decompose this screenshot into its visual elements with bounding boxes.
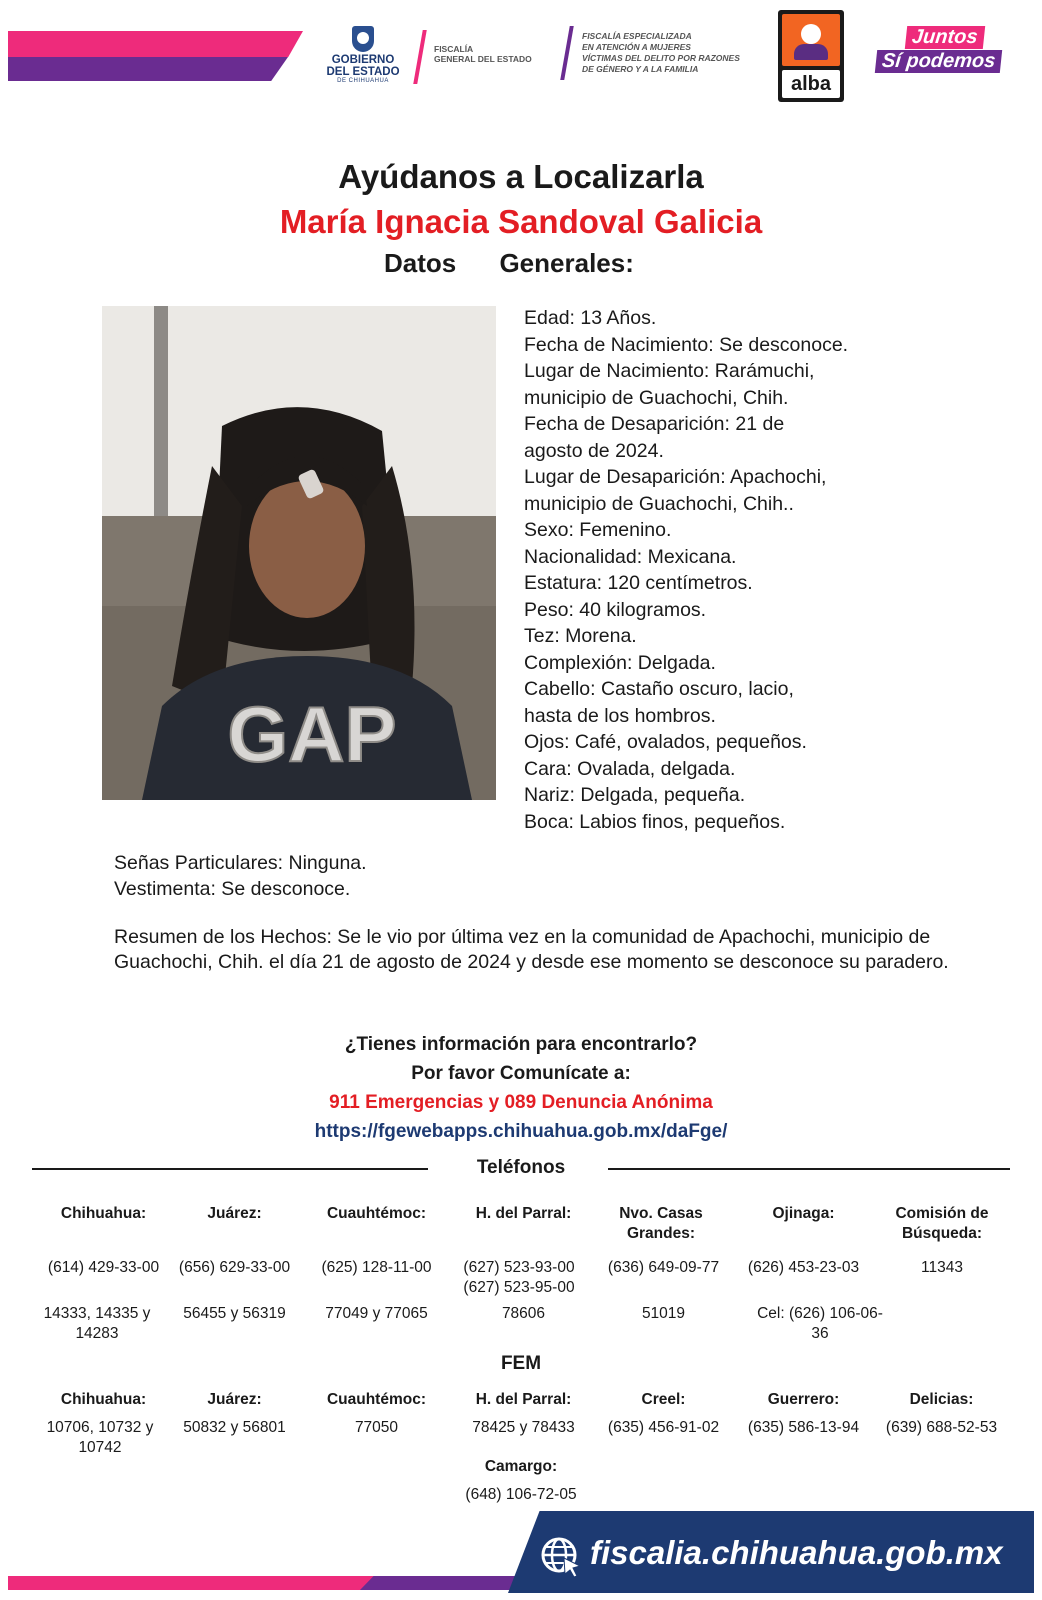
telefonos-title: Teléfonos: [476, 1157, 566, 1178]
detail-line: Cara: Ovalada, delgada.: [524, 757, 736, 780]
fem-title: FEM: [500, 1353, 542, 1374]
telefonos-cell: (614) 429-33-00: [47, 1259, 160, 1276]
fem-cell: (635) 456-91-02: [607, 1419, 720, 1436]
telefonos-header: Juárez:: [207, 1205, 262, 1222]
fem-cell: (639) 688-52-53: [885, 1419, 998, 1436]
fem-header: Chihuahua:: [60, 1391, 147, 1408]
detail-line: Cabello: Castaño oscuro, lacio,: [524, 678, 794, 700]
gobierno-logo: [318, 26, 408, 88]
telefonos-cell: 56455 y 56319: [183, 1305, 286, 1322]
detail-line: Lugar de Desaparición: Apachochi,: [524, 466, 827, 488]
telefonos-header: Ojinaga:: [772, 1205, 835, 1222]
contact-block: [0, 1030, 1042, 1146]
person-photo: [102, 306, 496, 800]
detail-line: Fecha de Desaparición: 21 de: [524, 413, 785, 435]
resumen-line: Guachochi, Chih. el día 21 de agosto de 2024 y desde ese momento se desconoce su paradero.: [114, 951, 949, 973]
telefonos-cell: 11343: [921, 1259, 963, 1276]
detail-line: hasta de los hombros.: [524, 704, 716, 727]
gobierno-line3: DE CHIHUAHUA: [337, 78, 389, 84]
detail-line: municipio de Guachochi, Chih.: [524, 386, 789, 409]
fem-header: Delicias:: [909, 1391, 974, 1408]
detail-line: Tez: Morena.: [524, 625, 637, 647]
telefonos-cell: (636) 649-09-77: [607, 1259, 720, 1276]
fem-line3: VÍCTIMAS DEL DELITO POR RAZONES: [582, 53, 740, 63]
person-name: María Ignacia Sandoval Galicia: [279, 203, 763, 240]
detail-line: Nariz: Delgada, pequeña.: [524, 784, 746, 806]
photo-shirt-text: GAP: [227, 690, 397, 778]
gobierno-line2: DEL ESTADO: [326, 66, 400, 78]
resumen-hechos: [114, 925, 1014, 975]
juntos-line1: Juntos: [905, 26, 985, 49]
header-stripe-purple: [8, 57, 288, 81]
detail-line: Nacionalidad: Mexicana.: [524, 545, 737, 568]
telefonos-cell: 77049 y 77065: [325, 1305, 428, 1322]
telefonos-cell: 14333, 14335 y 14283: [43, 1305, 151, 1342]
fem-header: Creel:: [641, 1391, 686, 1408]
fem-header: Guerrero:: [767, 1391, 840, 1408]
detail-line: Sexo: Femenino.: [524, 519, 672, 541]
telefonos-header: H. del Parral:: [475, 1205, 572, 1222]
detail-line: Ojos: Café, ovalados, pequeños.: [524, 731, 807, 753]
detail-line: agosto de 2024.: [524, 439, 664, 462]
juntos-logo: [876, 26, 1016, 73]
alba-figure-icon: [782, 14, 840, 66]
fiscalia-line2: GENERAL DEL ESTADO: [434, 54, 532, 64]
senas-particulares: Señas Particulares: Ninguna.: [114, 852, 367, 874]
alba-label: alba: [782, 70, 840, 98]
detail-line: municipio de Guachochi, Chih..: [524, 492, 794, 515]
header-stripe-pink: [8, 31, 303, 57]
fem-line4: DE GÉNERO Y A LA FAMILIA: [582, 64, 699, 74]
fem-cell: (635) 586-13-94: [747, 1419, 860, 1436]
telefonos-cell: (656) 629-33-00: [178, 1259, 291, 1276]
detail-line: Complexión: Delgada.: [524, 651, 716, 674]
telefonos-cell: 51019: [641, 1305, 686, 1322]
fiscalia-logo: [434, 44, 532, 64]
vestimenta: Vestimenta: Se desconoce.: [114, 878, 351, 900]
fem-cell: 10706, 10732 y 10742: [46, 1419, 154, 1456]
protocolo-alba-logo: [778, 10, 844, 102]
detail-line: Peso: 40 kilogramos.: [524, 598, 707, 621]
telefonos-cell: (627) 523-93-00 (627) 523-95-00: [463, 1259, 575, 1296]
camargo-header: Camargo:: [484, 1458, 558, 1475]
fem-cell: 78425 y 78433: [472, 1419, 575, 1436]
detail-line: Fecha de Nacimiento: Se desconoce.: [524, 333, 849, 356]
detail-line: Edad: 13 Años.: [524, 307, 657, 329]
fem-cell: 50832 y 56801: [183, 1419, 286, 1436]
fem-line1: FISCALÍA ESPECIALIZADA: [582, 31, 692, 41]
fem-header: H. del Parral:: [475, 1391, 572, 1408]
header-divider: [413, 30, 427, 84]
senas-block: [114, 850, 367, 902]
telefonos-header: Chihuahua:: [60, 1205, 147, 1222]
detail-line: Estatura: 120 centímetros.: [524, 572, 753, 594]
resumen-line: Resumen de los Hechos: Se le vio por última vez en la comunidad de Apachochi, municipio de: [114, 926, 931, 948]
page-heading: Ayúdanos a Localizarla: [338, 158, 704, 195]
telefonos-header: Comisión de Búsqueda:: [895, 1205, 989, 1242]
telefonos-cell: Cel: (626) 106-06-36: [757, 1305, 883, 1342]
telefonos-cell: 78606: [501, 1305, 546, 1322]
fem-logo: [582, 31, 740, 75]
footer-stripe-purple: [360, 1576, 530, 1590]
fem-header: Juárez:: [207, 1391, 262, 1408]
telefonos-cell: (625) 128-11-00: [321, 1259, 432, 1276]
contact-question: ¿Tienes información para encontrarlo?: [344, 1034, 698, 1055]
gobierno-line1: GOBIERNO: [331, 54, 395, 66]
fiscalia-line1: FISCALÍA: [434, 44, 474, 54]
telefonos-header: Nvo. Casas Grandes:: [619, 1205, 703, 1242]
detail-line: Lugar de Nacimiento: Rarámuchi,: [524, 360, 815, 382]
telefonos-cell: (626) 453-23-03: [747, 1259, 860, 1276]
contact-emergency: 911 Emergencias y 089 Denuncia Anónima: [329, 1092, 713, 1113]
detail-line: Boca: Labios finos, pequeños.: [524, 810, 786, 833]
fem-cell: 77050: [354, 1419, 399, 1436]
juntos-line2: Sí podemos: [875, 50, 1003, 73]
fem-line2: EN ATENCIÓN A MUJERES: [582, 42, 691, 52]
footer-url-link[interactable]: fiscalia.chihuahua.gob.mx: [590, 1534, 1003, 1571]
camargo-value: (648) 106-72-05: [465, 1486, 577, 1503]
fem-header: Cuauhtémoc:: [326, 1391, 427, 1408]
contact-call: Por favor Comunícate a:: [411, 1063, 631, 1084]
telefonos-header: Cuauhtémoc:: [326, 1205, 427, 1222]
contact-url-link[interactable]: https://fgewebapps.chihuahua.gob.mx/daFge/: [314, 1121, 728, 1142]
globe-cursor-icon: [540, 1536, 582, 1578]
datos-heading: Datos Generales:: [384, 248, 634, 278]
header: [0, 0, 1042, 110]
details-list: [524, 305, 994, 835]
header-divider: [560, 26, 574, 80]
shield-icon: [352, 26, 374, 52]
